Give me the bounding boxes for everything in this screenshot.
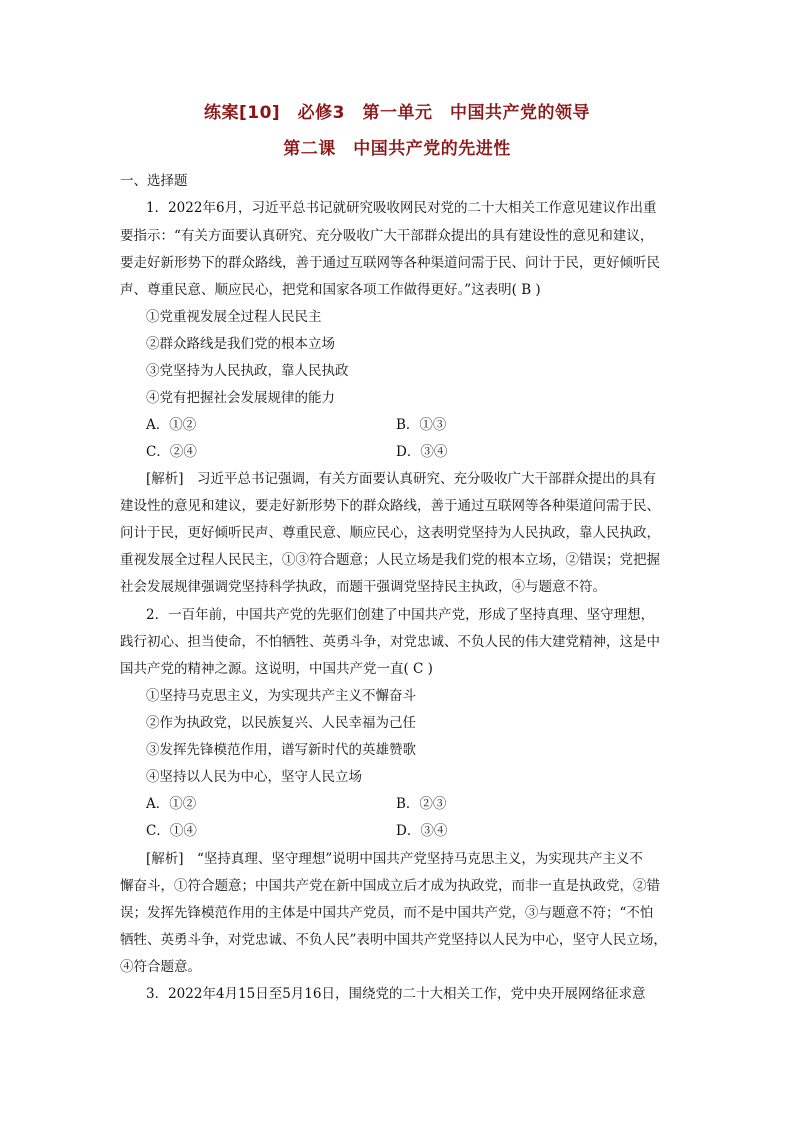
question-1-line-4: 声、尊重民意、顺应民心，把党和国家各项工作做得更好。”这表明( B ) <box>120 282 541 298</box>
question-1-item-4: ④党有把握社会发展规律的能力 <box>146 390 335 406</box>
question-1-item-1: ①党重视发展全过程人民民主 <box>146 309 322 325</box>
question-1-analysis-line-4: 重视发展全过程人民民主，①③符合题意；人民立场是我们党的根本立场，②错误；党把握 <box>120 552 660 568</box>
question-2-line-1: 2．一百年前，中国共产党的先驱们创建了中国共产党，形成了坚持真理、坚守理想， <box>146 607 655 623</box>
question-1-option-a: A．①② <box>146 417 197 433</box>
question-1-option-b: B．①③ <box>396 417 447 433</box>
question-1-line-2: 要指示：“有关方面要认真研究、充分吸收广大干部群众提出的具有建设性的意见和建议， <box>120 228 654 244</box>
section-heading: 一、选择题 <box>120 173 188 189</box>
question-1-analysis-line-2: 建设性的意见和建议，要走好新形势下的群众路线，善于通过互联网等各种渠道问需于民、 <box>120 498 660 514</box>
question-2-analysis-line-3: 误；发挥先锋模范作用的主体是中国共产党员，而不是中国共产党，③与题意不符；“不怕 <box>120 905 654 921</box>
question-2-option-d: D．③④ <box>396 823 448 839</box>
question-1-item-2: ②群众路线是我们党的根本立场 <box>146 336 335 352</box>
question-2-item-4: ④坚持以人民为中心，坚守人民立场 <box>146 769 362 785</box>
question-2-line-2: 践行初心、担当使命，不怕牺牲、英勇斗争，对党忠诚、不负人民的伟大建党精神，这是中 <box>120 634 660 650</box>
question-1-line-3: 要走好新形势下的群众路线，善于通过互联网等各种渠道问需于民、问计于民，更好倾听民 <box>120 255 660 271</box>
question-1-analysis-line-5: 社会发展规律强调党坚持科学执政，而题干强调党坚持民主执政，④与题意不符。 <box>120 579 606 595</box>
question-2-item-2: ②作为执政党，以民族复兴、人民幸福为己任 <box>146 715 416 731</box>
question-2-line-3: 国共产党的精神之源。这说明，中国共产党一直( C ) <box>120 661 433 677</box>
question-2-analysis-line-5: ④符合题意。 <box>120 959 201 975</box>
question-2-analysis-line-4: 牺牲、英勇斗争，对党忠诚、不负人民”表明中国共产党坚持以人民为中心，坚守人民立场， <box>120 932 667 948</box>
question-1-item-3: ③党坚持为人民执政，靠人民执政 <box>146 363 349 379</box>
question-2-item-1: ①坚持马克思主义，为实现共产主义不懈奋斗 <box>146 688 416 704</box>
question-3-line-1: 3．2022年4月15日至5月16日，围绕党的二十大相关工作，党中央开展网络征求意 <box>146 986 646 1002</box>
lesson-title: 第二课 中国共产党的先进性 <box>283 139 511 159</box>
question-1-option-c: C．②④ <box>146 444 197 460</box>
question-2-analysis-line-1: [解析] “坚持真理、坚守理想”说明中国共产党坚持马克思主义，为实现共产主义不 <box>146 851 643 867</box>
question-2-option-b: B．②③ <box>396 796 447 812</box>
question-1-option-d: D．③④ <box>396 444 448 460</box>
question-1-analysis-line-3: 问计于民，更好倾听民声、尊重民意、顺应民心，这表明党坚持为人民执政，靠人民执政， <box>120 525 660 541</box>
question-1-line-1: 1．2022年6月，习近平总书记就研究吸收网民对党的二十大相关工作意见建议作出重 <box>146 200 657 216</box>
question-2-analysis-line-2: 懈奋斗，①符合题意；中国共产党在新中国成立后才成为执政党，而非一直是执政党，②错 <box>120 878 660 894</box>
question-2-option-a: A．①② <box>146 796 197 812</box>
question-2-option-c: C．①④ <box>146 823 197 839</box>
document-title: 练案[10] 必修3 第一单元 中国共产党的领导 <box>203 103 591 123</box>
question-2-item-3: ③发挥先锋模范作用，谱写新时代的英雄赞歌 <box>146 742 416 758</box>
question-1-analysis-line-1: [解析] 习近平总书记强调，有关方面要认真研究、充分吸收广大干部群众提出的具有 <box>146 471 657 487</box>
